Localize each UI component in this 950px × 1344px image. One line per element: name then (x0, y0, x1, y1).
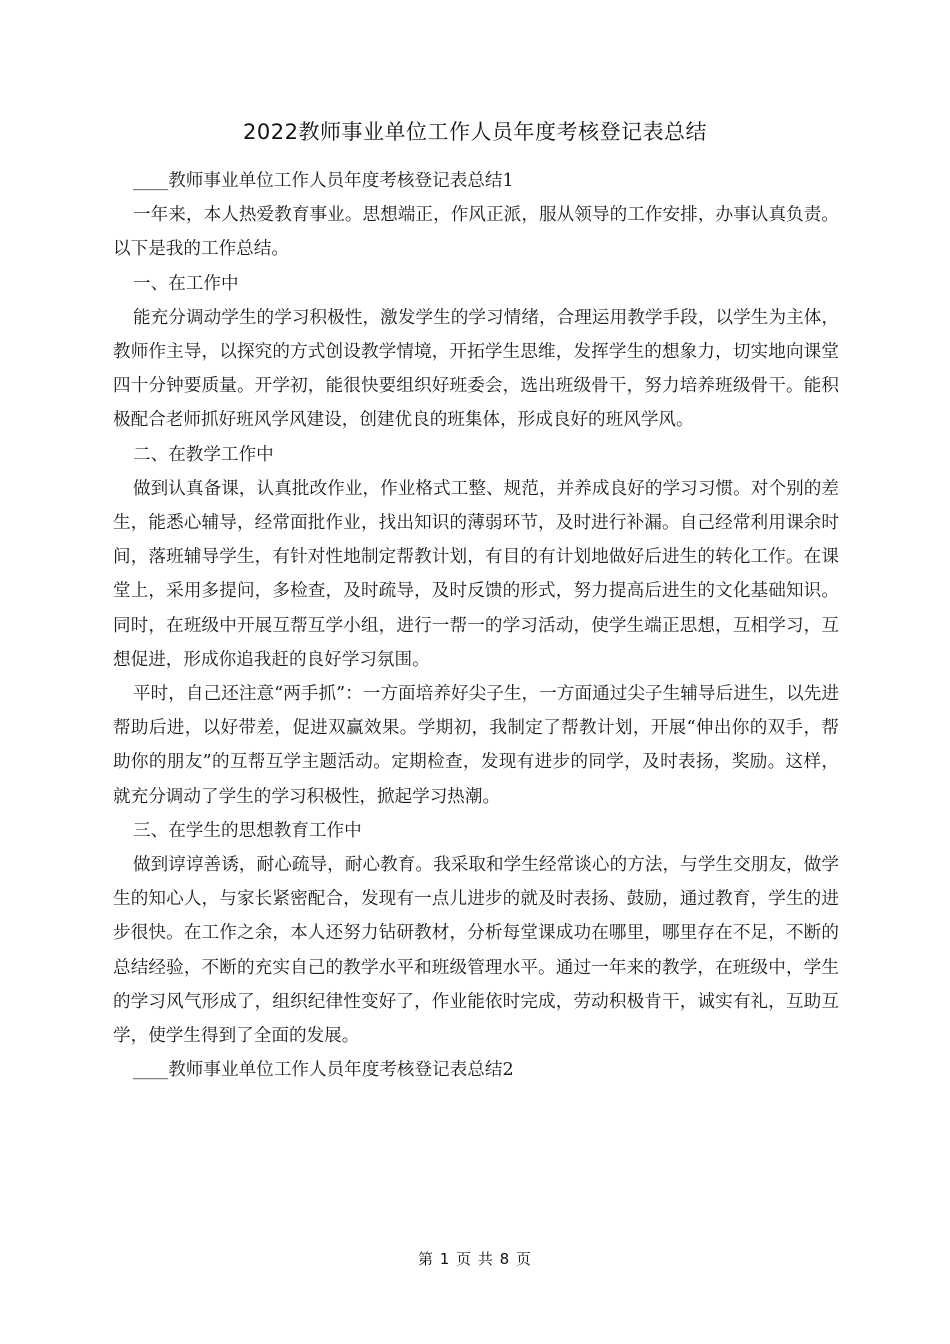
subheading-work: 一、在工作中 (133, 273, 239, 294)
section-heading-2: ____教师事业单位工作人员年度考核登记表总结2 (133, 1060, 514, 1081)
paragraph-work: 能充分调动学生的学习积极性，激发学生的学习情绪，合理运用教学手段，以学生为主体，教师作主导，以探究的方式创设教学情境，开拓学生思维，发挥学生的想象力，切实地向课堂四十分钟要质量。开学初，能很快要组织好班委会，选出班级骨干，努力培养班级骨干。能积极配合老师抓好班风学风建设，创建优良的班集体，形成良好的班风学风。 (113, 307, 839, 431)
paragraph-moral-education: 做到谆谆善诱，耐心疏导，耐心教育。我采取和学生经常谈心的方法，与学生交朋友，做学生的知心人，与家长紧密配合，发现有一点儿进步的就及时表扬、鼓励，通过教育，学生的进步很快。在工作之余，本人还努力钻研教材，分析每堂课成功在哪里，哪里存在不足，不断的总结经验，不断的充实自己的教学水平和班级管理水平。通过一年来的教学，在班级中，学生的学习风气形成了，组织纪律性变好了，作业能依时完成，劳动积极肯干，诚实有礼，互助互学，使学生得到了全面的发展。 (113, 855, 839, 1047)
paragraph-two-hands: 平时，自己还注意“两手抓”：一方面培养好尖子生，一方面通过尖子生辅导后进生，以先进帮助后进，以好带差，促进双赢效果。学期初，我制定了帮教计划，开展“伸出你的双手，帮助你的朋友”的互帮互学主题活动。定期检查，发现有进步的同学，及时表扬，奖励。这样，就充分调动了学生的学习积极性，掀起学习热潮。 (113, 684, 839, 807)
subheading-teaching: 二、在教学工作中 (133, 444, 274, 465)
intro-paragraph: 一年来，本人热爱教育事业。思想端正，作风正派，服从领导的工作安排，办事认真负责。以下是我的工作总结。 (113, 205, 839, 260)
paragraph-teaching: 做到认真备课，认真批改作业，作业格式工整、规范，并养成良好的学习习惯。对个别的差生，能悉心辅导，经常面批作业，找出知识的薄弱环节，及时进行补漏。自己经常利用课余时间，落班辅导学生，有针对性地制定帮教计划，有目的有计划地做好后进生的转化工作。在课堂上，采用多提问，多检查，及时疏导，及时反馈的形式，努力提高后进生的文化基础知识。同时，在班级中开展互帮互学小组，进行一帮一的学习活动，使学生端正思想，互相学习，互想促进，形成你追我赶的良好学习氛围。 (113, 478, 839, 670)
document-body (113, 164, 839, 1087)
page-number-footer: 第 1 页 共 8 页 (418, 1250, 532, 1268)
section-heading-1: ____教师事业单位工作人员年度考核登记表总结1 (133, 171, 514, 191)
subheading-moral-education: 三、在学生的思想教育工作中 (133, 820, 362, 841)
document-title: 2022教师事业单位工作人员年度考核登记表总结 (243, 120, 707, 144)
